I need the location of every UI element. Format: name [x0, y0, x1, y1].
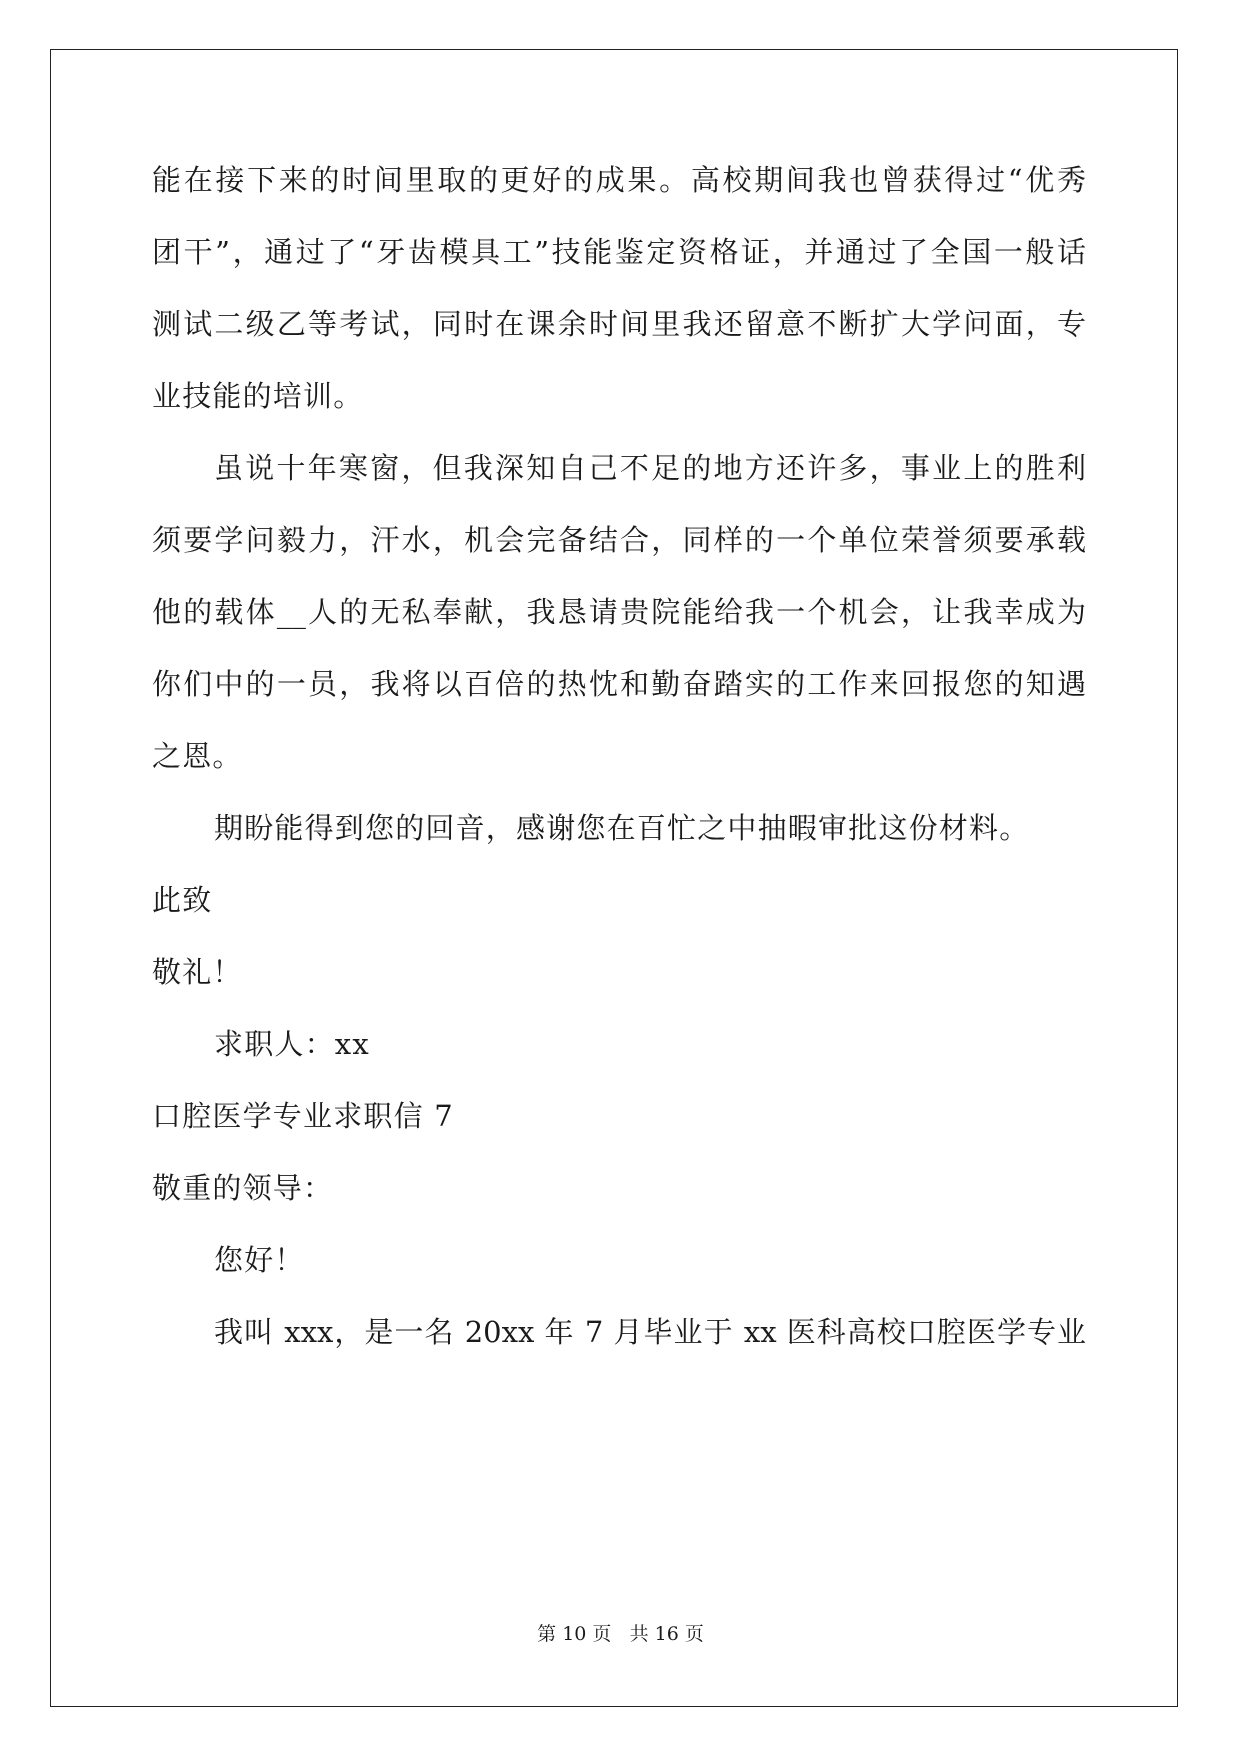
- text-line: 你们中的一员，我将以百倍的热忱和勤奋踏实的工作来回报您的知遇: [152, 667, 1086, 701]
- page-number: 第 10 页: [537, 1623, 612, 1645]
- text-line: 之恩。: [152, 739, 243, 773]
- text-line: 测试二级乙等考试，同时在课余时间里我还留意不断扩大学问面，专: [152, 307, 1086, 341]
- greeting: 您好！: [214, 1243, 305, 1277]
- text-line: 期盼能得到您的回音，感谢您在百忙之中抽暇审批这份材料。: [214, 811, 1030, 845]
- page-border: [50, 49, 1178, 1707]
- section-heading: 口腔医学专业求职信 7: [152, 1099, 454, 1133]
- closing-salutation: 此致: [152, 883, 213, 917]
- page-footer: [0, 1622, 1241, 1646]
- text-line: 我叫 xxx，是一名 20xx 年 7 月毕业于 xx 医科高校口腔医学专业: [214, 1315, 1086, 1349]
- greeting-addressee: 敬重的领导：: [152, 1171, 334, 1205]
- signature-line: 求职人：xx: [214, 1027, 370, 1061]
- text-line: 虽说十年寒窗，但我深知自己不足的地方还许多，事业上的胜利: [214, 451, 1086, 485]
- text-line: 团干”，通过了“牙齿模具工”技能鉴定资格证，并通过了全国一般话: [152, 235, 1086, 269]
- closing-regards: 敬礼！: [152, 955, 243, 989]
- text-line: 能在接下来的时间里取的更好的成果。高校期间我也曾获得过“优秀: [152, 163, 1086, 197]
- page-total: 共 16 页: [629, 1623, 704, 1645]
- text-line: 业技能的培训。: [152, 379, 364, 413]
- text-line: 须要学问毅力，汗水，机会完备结合，同样的一个单位荣誉须要承载: [152, 523, 1086, 557]
- text-line: 他的载体__人的无私奉献，我恳请贵院能给我一个机会，让我幸成为: [152, 595, 1086, 629]
